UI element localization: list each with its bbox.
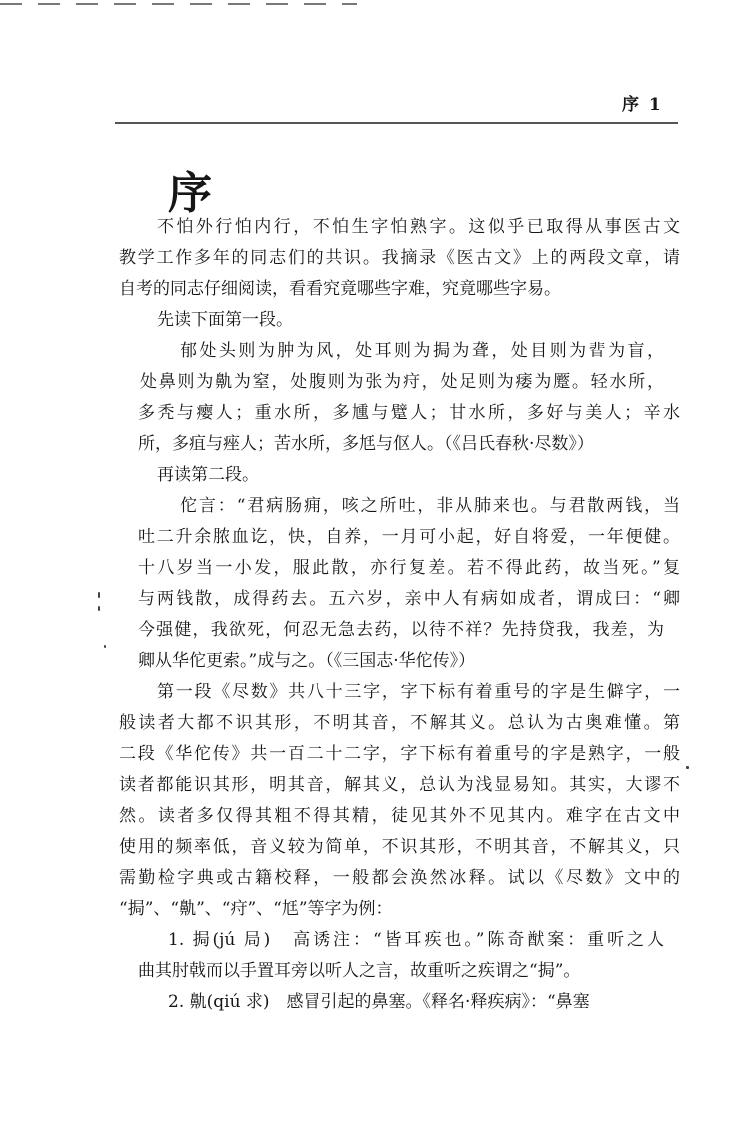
- text-line: 今强健，我欲死，何忍无急去药，以待不祥？先持贷我，我差，为: [138, 620, 664, 640]
- text-line: 卿从华佗更索。”成与之。（《三国志·华佗传》）: [138, 651, 476, 671]
- text-line: 多秃与瘿人；重水所，多尰与躄人；甘水所，多好与美人；辛水: [138, 403, 680, 423]
- text-line: 然。读者多仅得其粗不得其精，徒见其外不见其内。难字在古文中: [119, 806, 680, 826]
- header-rule: [115, 122, 678, 124]
- text-line: 佗言：“君病肠痈，咳之所吐，非从肺来也。与君散两钱，当: [180, 496, 680, 516]
- text-line: 吐二升余脓血讫，快，自养，一月可小起，好自将爱，一年便健。: [138, 527, 680, 547]
- text-line: 处鼻则为鼽为窒，处腹则为张为疛，处足则为痿为蹷。轻水所，: [140, 372, 664, 392]
- text-line: 教学工作多年的同志们的共识。我摘录《医古文》上的两段文章，请: [119, 248, 680, 268]
- text-line: 般读者大都不识其形，不明其音，不解其义。总认为古奥难懂。第: [119, 713, 680, 733]
- page-title: 序: [168, 168, 212, 219]
- scan-speck: [104, 645, 106, 648]
- text-line: 2. 鼽(qiú 求) 感冒引起的鼻塞。《释名·释疾病》：“鼻塞: [168, 992, 590, 1012]
- scan-top-dashed-edge: [0, 3, 357, 5]
- text-line: 自考的同志仔细阅读，看看究竟哪些字难，究竟哪些字易。: [119, 279, 561, 299]
- text-line: 先读下面第一段。: [157, 310, 293, 330]
- text-line: 再读第二段。: [157, 465, 259, 485]
- text-line: 1. 挶(jú 局) 高诱注：“皆耳疾也。”陈奇猷案：重听之人: [168, 930, 664, 950]
- text-line: 曲其肘戟而以手置耳旁以听人之言，故重听之疾谓之“挶”。: [138, 961, 581, 981]
- scan-speck: [98, 592, 100, 598]
- scan-speck: [686, 766, 689, 769]
- text-line: 读者都能识其形，明其音，解其义，总认为浅显易知。其实，大谬不: [119, 775, 680, 795]
- text-line: 第一段《尽数》共八十三字，字下标有着重号的字是生僻字，一: [157, 682, 680, 702]
- text-line: 使用的频率低，音义较为简单，不识其形，不明其音，不解其义，只: [119, 837, 680, 857]
- running-head: 序 1: [622, 95, 663, 115]
- text-line: 需勤检字典或古籍校释，一般都会涣然冰释。试以《尽数》文中的: [119, 868, 680, 888]
- text-line: 郁处头则为肿为风，处耳则为挶为聋，处目则为𥇖为盲，: [180, 341, 664, 361]
- text-line: “挶”、“鼽”、“疛”、“尪”等字为例：: [119, 899, 393, 919]
- scan-speck: [98, 606, 100, 611]
- text-line: 二段《华佗传》共一百二十二字，字下标有着重号的字是熟字，一般: [119, 744, 680, 764]
- text-line: 十八岁当一小发，服此散，亦行复差。若不得此药，故当死。”复: [138, 558, 680, 578]
- text-line: 所，多疽与痤人；苦水所，多尪与伛人。（《吕氏春秋·尽数》）: [138, 434, 594, 454]
- text-line: 与两钱散，成得药去。五六岁，亲中人有病如成者，谓成曰：“卿: [138, 589, 680, 609]
- text-line: 不怕外行怕内行，不怕生字怕熟字。这似乎已取得从事医古文: [157, 217, 680, 237]
